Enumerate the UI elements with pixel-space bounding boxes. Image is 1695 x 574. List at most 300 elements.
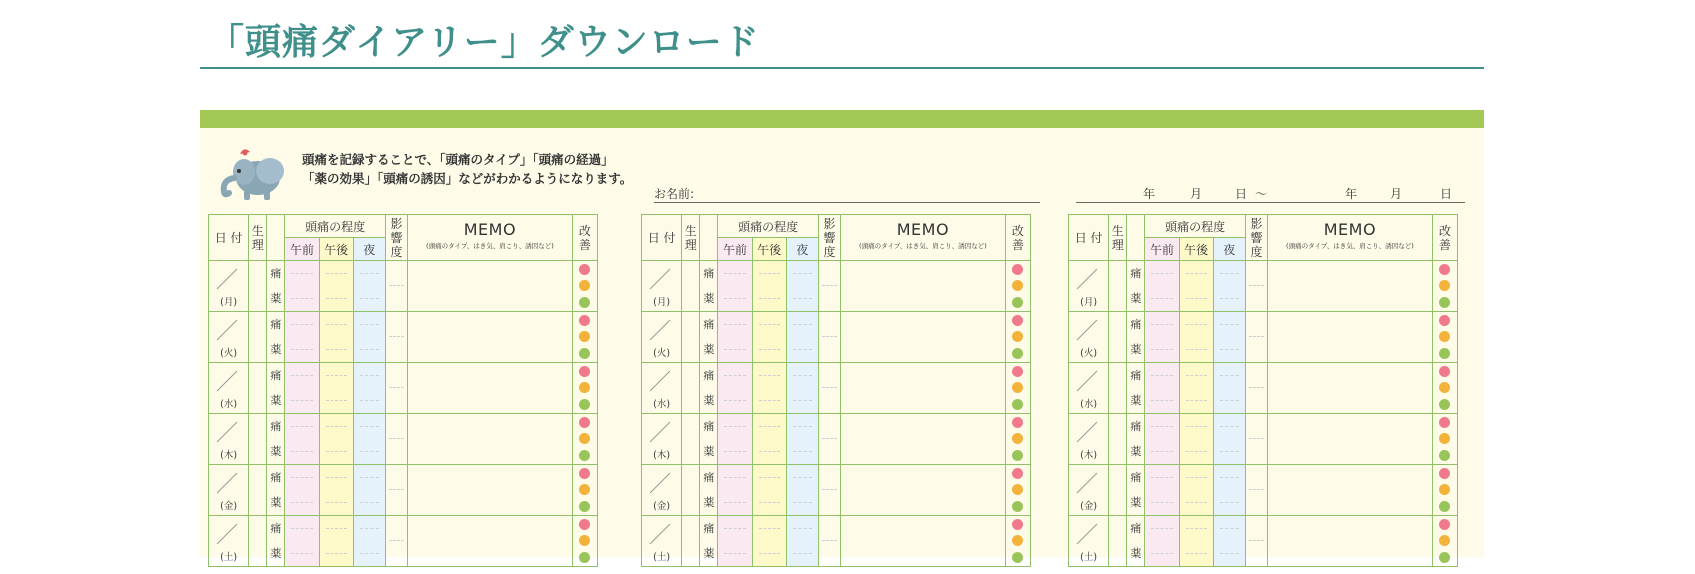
- night-cell[interactable]: [353, 516, 385, 567]
- period-cell[interactable]: [1109, 465, 1127, 516]
- improve-cell[interactable]: [1005, 414, 1030, 465]
- effect-cell[interactable]: [818, 363, 840, 414]
- header-pm: 午後: [1179, 238, 1213, 261]
- face-mid-icon: [1439, 484, 1450, 495]
- face-mid-icon: [1439, 433, 1450, 444]
- pain-label: 痛: [1130, 266, 1142, 280]
- header-memo: [408, 215, 573, 261]
- memo-cell[interactable]: [841, 516, 1006, 567]
- am-cell[interactable]: [285, 414, 319, 465]
- date-cell[interactable]: [209, 465, 249, 516]
- header-period-char: 理: [684, 237, 697, 252]
- effect-cell[interactable]: [818, 312, 840, 363]
- period-cell[interactable]: [1109, 414, 1127, 465]
- header-improve: [572, 215, 597, 261]
- memo-cell[interactable]: [841, 363, 1006, 414]
- header-effect-char: 度: [390, 244, 403, 259]
- am-cell[interactable]: [285, 312, 319, 363]
- med-label: 薬: [703, 393, 715, 407]
- weekday-label: (土): [220, 552, 238, 563]
- memo-cell[interactable]: [408, 312, 573, 363]
- diary-row: [209, 261, 598, 312]
- night-cell[interactable]: [786, 414, 818, 465]
- period-cell[interactable]: [682, 261, 700, 312]
- effect-cell[interactable]: [385, 465, 407, 516]
- night-cell[interactable]: [1213, 414, 1245, 465]
- date-cell[interactable]: [642, 261, 682, 312]
- period-cell[interactable]: [682, 414, 700, 465]
- med-label: 薬: [1130, 393, 1142, 407]
- night-cell[interactable]: [353, 261, 385, 312]
- header-improve-char: 善: [1438, 237, 1451, 252]
- pm-cell[interactable]: [319, 261, 353, 312]
- face-mid-icon: [1439, 382, 1450, 393]
- face-bad-icon: [1439, 264, 1450, 275]
- effect-cell[interactable]: [818, 261, 840, 312]
- med-label: 薬: [1130, 495, 1142, 509]
- title-divider: [200, 67, 1484, 69]
- memo-cell[interactable]: [408, 414, 573, 465]
- period-cell[interactable]: [682, 312, 700, 363]
- header-date: 日 付: [642, 215, 682, 261]
- weekday-label: (木): [1080, 450, 1098, 461]
- pm-cell[interactable]: [1179, 465, 1213, 516]
- improve-cell[interactable]: [1005, 516, 1030, 567]
- memo-label: MEMO: [463, 219, 517, 239]
- pain-label: 痛: [703, 470, 715, 484]
- face-bad-icon: [1012, 468, 1023, 479]
- date-month-label: 月: [1390, 187, 1403, 201]
- weekday-label: (月): [220, 297, 238, 308]
- pm-cell[interactable]: [752, 516, 786, 567]
- date-cell[interactable]: [642, 516, 682, 567]
- face-good-icon: [1439, 348, 1450, 359]
- header-effect-char: 響: [390, 230, 403, 245]
- improve-cell[interactable]: [572, 465, 597, 516]
- row-kanji-cell: [1127, 363, 1145, 414]
- diary-row: [1069, 516, 1458, 567]
- diary-table: [1068, 214, 1458, 567]
- am-cell[interactable]: [718, 465, 752, 516]
- pm-cell[interactable]: [319, 312, 353, 363]
- face-good-icon: [579, 297, 590, 308]
- pain-label: 痛: [270, 266, 282, 280]
- med-label: 薬: [270, 393, 282, 407]
- period-cell[interactable]: [249, 261, 267, 312]
- period-cell[interactable]: [682, 363, 700, 414]
- pm-cell[interactable]: [1179, 363, 1213, 414]
- date-year-label: 年: [1345, 187, 1358, 201]
- header-night: 夜: [1213, 238, 1245, 261]
- med-label: 薬: [1130, 546, 1142, 560]
- pm-cell[interactable]: [752, 312, 786, 363]
- diary-row: [642, 465, 1031, 516]
- improve-cell[interactable]: [572, 363, 597, 414]
- pain-label: 痛: [270, 521, 282, 535]
- pain-label: 痛: [1130, 419, 1142, 433]
- face-mid-icon: [579, 280, 590, 291]
- header-pm: 午後: [752, 238, 786, 261]
- diary-row: [642, 516, 1031, 567]
- name-underline: [654, 202, 1040, 203]
- row-kanji-cell: [267, 312, 285, 363]
- improve-cell[interactable]: [1432, 261, 1457, 312]
- memo-cell[interactable]: [408, 261, 573, 312]
- night-cell[interactable]: [353, 465, 385, 516]
- pm-cell[interactable]: [1179, 516, 1213, 567]
- header-am: 午前: [718, 238, 752, 261]
- date-cell[interactable]: [1069, 465, 1109, 516]
- weekday-label: (水): [220, 399, 238, 410]
- effect-cell[interactable]: [818, 516, 840, 567]
- memo-cell[interactable]: [1268, 414, 1433, 465]
- face-bad-icon: [1012, 315, 1023, 326]
- diary-row: [1069, 465, 1458, 516]
- face-good-icon: [1012, 297, 1023, 308]
- night-cell[interactable]: [1213, 312, 1245, 363]
- header-improve-char: 改: [1438, 223, 1451, 238]
- effect-cell[interactable]: [385, 261, 407, 312]
- weekday-label: (火): [653, 348, 671, 359]
- intro-line: 頭痛を記録することで、「頭痛のタイプ」「頭痛の経過」: [302, 152, 614, 167]
- night-cell[interactable]: [353, 363, 385, 414]
- face-good-icon: [1012, 450, 1023, 461]
- header-effect: [818, 215, 840, 261]
- header-improve-char: 改: [1011, 223, 1024, 238]
- face-mid-icon: [1012, 433, 1023, 444]
- face-mid-icon: [1012, 535, 1023, 546]
- pain-label: 痛: [1130, 368, 1142, 382]
- face-mid-icon: [1012, 484, 1023, 495]
- date-cell[interactable]: [642, 414, 682, 465]
- improve-cell[interactable]: [1005, 363, 1030, 414]
- face-bad-icon: [1439, 366, 1450, 377]
- period-cell[interactable]: [682, 465, 700, 516]
- face-mid-icon: [1439, 535, 1450, 546]
- period-cell[interactable]: [682, 516, 700, 567]
- header-spacer: [1127, 215, 1145, 261]
- face-good-icon: [1012, 348, 1023, 359]
- memo-label: MEMO: [896, 219, 950, 239]
- face-bad-icon: [1012, 417, 1023, 428]
- face-bad-icon: [1012, 264, 1023, 275]
- pm-cell[interactable]: [752, 414, 786, 465]
- pm-cell[interactable]: [319, 516, 353, 567]
- am-cell[interactable]: [1145, 465, 1179, 516]
- am-cell[interactable]: [718, 363, 752, 414]
- weekday-label: (火): [220, 348, 238, 359]
- pm-cell[interactable]: [319, 465, 353, 516]
- diary-row: [1069, 261, 1458, 312]
- date-cell[interactable]: [209, 516, 249, 567]
- period-cell[interactable]: [1109, 312, 1127, 363]
- am-cell[interactable]: [718, 261, 752, 312]
- face-mid-icon: [579, 433, 590, 444]
- header-pm: 午後: [319, 238, 353, 261]
- effect-cell[interactable]: [1245, 261, 1267, 312]
- pain-label: 痛: [703, 317, 715, 331]
- header-period: [249, 215, 267, 261]
- face-mid-icon: [579, 484, 590, 495]
- pm-cell[interactable]: [752, 465, 786, 516]
- am-cell[interactable]: [1145, 363, 1179, 414]
- night-cell[interactable]: [786, 363, 818, 414]
- date-cell[interactable]: [209, 363, 249, 414]
- pm-cell[interactable]: [319, 414, 353, 465]
- diary-row: [209, 363, 598, 414]
- pm-cell[interactable]: [319, 363, 353, 414]
- row-kanji-cell: [267, 414, 285, 465]
- row-kanji-cell: [700, 312, 718, 363]
- effect-cell[interactable]: [385, 516, 407, 567]
- night-cell[interactable]: [786, 261, 818, 312]
- diary-row: [642, 363, 1031, 414]
- memo-cell[interactable]: [1268, 465, 1433, 516]
- diary-sheet: [1068, 214, 1458, 574]
- header-improve-char: 善: [1011, 237, 1024, 252]
- improve-cell[interactable]: [1005, 261, 1030, 312]
- improve-cell[interactable]: [572, 261, 597, 312]
- weekday-label: (土): [653, 552, 671, 563]
- pain-label: 痛: [270, 317, 282, 331]
- header-period: [682, 215, 700, 261]
- diary-sheet: [641, 214, 1031, 574]
- improve-cell[interactable]: [572, 516, 597, 567]
- header-improve-char: 改: [578, 223, 591, 238]
- effect-cell[interactable]: [1245, 414, 1267, 465]
- weekday-label: (木): [653, 450, 671, 461]
- row-kanji-cell: [267, 363, 285, 414]
- period-cell[interactable]: [1109, 516, 1127, 567]
- night-cell[interactable]: [1213, 516, 1245, 567]
- face-good-icon: [1439, 399, 1450, 410]
- date-cell[interactable]: [209, 312, 249, 363]
- am-cell[interactable]: [1145, 312, 1179, 363]
- pain-label: 痛: [270, 419, 282, 433]
- med-label: 薬: [1130, 444, 1142, 458]
- night-cell[interactable]: [353, 414, 385, 465]
- night-cell[interactable]: [1213, 465, 1245, 516]
- pm-cell[interactable]: [1179, 261, 1213, 312]
- period-cell[interactable]: [249, 414, 267, 465]
- weekday-label: (火): [1080, 348, 1098, 359]
- improve-cell[interactable]: [1432, 465, 1457, 516]
- header-am: 午前: [1145, 238, 1179, 261]
- effect-cell[interactable]: [385, 363, 407, 414]
- row-kanji-cell: [700, 261, 718, 312]
- face-bad-icon: [579, 315, 590, 326]
- header-effect-char: 響: [823, 230, 836, 245]
- am-cell[interactable]: [718, 414, 752, 465]
- page-title: 「頭痛ダイアリー」ダウンロード: [208, 22, 760, 63]
- effect-cell[interactable]: [818, 414, 840, 465]
- face-bad-icon: [579, 417, 590, 428]
- date-cell[interactable]: [209, 414, 249, 465]
- diary-row: [642, 414, 1031, 465]
- header-improve: [1432, 215, 1457, 261]
- row-kanji-cell: [267, 261, 285, 312]
- memo-label: MEMO: [1323, 219, 1377, 239]
- pain-label: 痛: [703, 419, 715, 433]
- date-cell[interactable]: [1069, 261, 1109, 312]
- pain-label: 痛: [270, 368, 282, 382]
- period-cell[interactable]: [249, 363, 267, 414]
- header-night: 夜: [786, 238, 818, 261]
- header-period-char: 理: [251, 237, 264, 252]
- face-bad-icon: [1439, 417, 1450, 428]
- date-cell[interactable]: [642, 363, 682, 414]
- am-cell[interactable]: [718, 312, 752, 363]
- weekday-label: (金): [1080, 501, 1098, 512]
- med-label: 薬: [703, 342, 715, 356]
- night-cell[interactable]: [1213, 363, 1245, 414]
- effect-cell[interactable]: [1245, 363, 1267, 414]
- memo-cell[interactable]: [1268, 363, 1433, 414]
- effect-cell[interactable]: [818, 465, 840, 516]
- pm-cell[interactable]: [752, 261, 786, 312]
- night-cell[interactable]: [786, 465, 818, 516]
- period-cell[interactable]: [1109, 363, 1127, 414]
- period-cell[interactable]: [249, 312, 267, 363]
- effect-cell[interactable]: [1245, 516, 1267, 567]
- memo-cell[interactable]: [1268, 312, 1433, 363]
- date-cell[interactable]: [642, 465, 682, 516]
- face-mid-icon: [1012, 280, 1023, 291]
- am-cell[interactable]: [285, 465, 319, 516]
- period-cell[interactable]: [249, 465, 267, 516]
- memo-cell[interactable]: [841, 414, 1006, 465]
- header-period-char: 生: [251, 223, 264, 238]
- face-good-icon: [579, 501, 590, 512]
- memo-sub-label: (頭痛のタイプ、はき気、肩こり、誘因など): [859, 241, 987, 250]
- effect-cell[interactable]: [385, 414, 407, 465]
- med-label: 薬: [1130, 342, 1142, 356]
- face-good-icon: [579, 552, 590, 563]
- face-good-icon: [1439, 552, 1450, 563]
- face-good-icon: [1012, 399, 1023, 410]
- improve-cell[interactable]: [572, 312, 597, 363]
- face-mid-icon: [579, 535, 590, 546]
- am-cell[interactable]: [285, 516, 319, 567]
- face-bad-icon: [1012, 519, 1023, 530]
- face-mid-icon: [579, 382, 590, 393]
- face-bad-icon: [1439, 519, 1450, 530]
- period-cell[interactable]: [1109, 261, 1127, 312]
- header-period-char: 生: [1111, 223, 1124, 238]
- date-cell[interactable]: [642, 312, 682, 363]
- memo-cell[interactable]: [841, 465, 1006, 516]
- face-good-icon: [1012, 552, 1023, 563]
- memo-cell[interactable]: [1268, 516, 1433, 567]
- memo-cell[interactable]: [408, 363, 573, 414]
- header-degree: 頭痛の程度: [1145, 215, 1246, 238]
- night-cell[interactable]: [786, 516, 818, 567]
- med-label: 薬: [703, 444, 715, 458]
- am-cell[interactable]: [285, 363, 319, 414]
- row-kanji-cell: [1127, 414, 1145, 465]
- diary-row: [209, 312, 598, 363]
- period-cell[interactable]: [249, 516, 267, 567]
- row-kanji-cell: [1127, 516, 1145, 567]
- night-cell[interactable]: [786, 312, 818, 363]
- memo-cell[interactable]: [1268, 261, 1433, 312]
- am-cell[interactable]: [1145, 414, 1179, 465]
- memo-cell[interactable]: [408, 516, 573, 567]
- face-bad-icon: [1012, 366, 1023, 377]
- diary-row: [209, 414, 598, 465]
- improve-cell[interactable]: [1432, 516, 1457, 567]
- diary-intro: [302, 150, 632, 188]
- improve-cell[interactable]: [572, 414, 597, 465]
- weekday-label: (土): [1080, 552, 1098, 563]
- diary-row: [1069, 312, 1458, 363]
- pm-cell[interactable]: [1179, 414, 1213, 465]
- night-cell[interactable]: [353, 312, 385, 363]
- effect-cell[interactable]: [1245, 312, 1267, 363]
- date-cell[interactable]: [1069, 516, 1109, 567]
- date-cell[interactable]: [1069, 414, 1109, 465]
- row-kanji-cell: [700, 516, 718, 567]
- header-degree: 頭痛の程度: [718, 215, 819, 238]
- header-improve-char: 善: [578, 237, 591, 252]
- header-effect-char: 影: [1250, 216, 1263, 231]
- face-good-icon: [579, 348, 590, 359]
- improve-cell[interactable]: [1005, 312, 1030, 363]
- med-label: 薬: [270, 342, 282, 356]
- header-effect: [385, 215, 407, 261]
- improve-cell[interactable]: [1432, 312, 1457, 363]
- memo-cell[interactable]: [841, 261, 1006, 312]
- am-cell[interactable]: [1145, 261, 1179, 312]
- header-effect: [1245, 215, 1267, 261]
- pm-cell[interactable]: [1179, 312, 1213, 363]
- improve-cell[interactable]: [1432, 414, 1457, 465]
- row-kanji-cell: [267, 516, 285, 567]
- am-cell[interactable]: [718, 516, 752, 567]
- memo-cell[interactable]: [841, 312, 1006, 363]
- header-night: 夜: [353, 238, 385, 261]
- am-cell[interactable]: [1145, 516, 1179, 567]
- pain-label: 痛: [1130, 317, 1142, 331]
- date-month-label: 月: [1190, 187, 1203, 201]
- face-bad-icon: [579, 468, 590, 479]
- weekday-label: (金): [220, 501, 238, 512]
- header-am: 午前: [285, 238, 319, 261]
- diary-preview-image[interactable]: [200, 110, 1484, 563]
- header-date: 日 付: [209, 215, 249, 261]
- row-kanji-cell: [267, 465, 285, 516]
- memo-cell[interactable]: [408, 465, 573, 516]
- name-label: お名前:: [654, 187, 695, 201]
- pain-label: 痛: [703, 521, 715, 535]
- med-label: 薬: [270, 291, 282, 305]
- pm-cell[interactable]: [752, 363, 786, 414]
- face-bad-icon: [579, 366, 590, 377]
- date-cell[interactable]: [209, 261, 249, 312]
- am-cell[interactable]: [285, 261, 319, 312]
- pain-label: 痛: [1130, 470, 1142, 484]
- improve-cell[interactable]: [1005, 465, 1030, 516]
- date-cell[interactable]: [1069, 363, 1109, 414]
- improve-cell[interactable]: [1432, 363, 1457, 414]
- night-cell[interactable]: [1213, 261, 1245, 312]
- effect-cell[interactable]: [385, 312, 407, 363]
- effect-cell[interactable]: [1245, 465, 1267, 516]
- date-cell[interactable]: [1069, 312, 1109, 363]
- weekday-label: (月): [1080, 297, 1098, 308]
- header-improve: [1005, 215, 1030, 261]
- face-bad-icon: [579, 519, 590, 530]
